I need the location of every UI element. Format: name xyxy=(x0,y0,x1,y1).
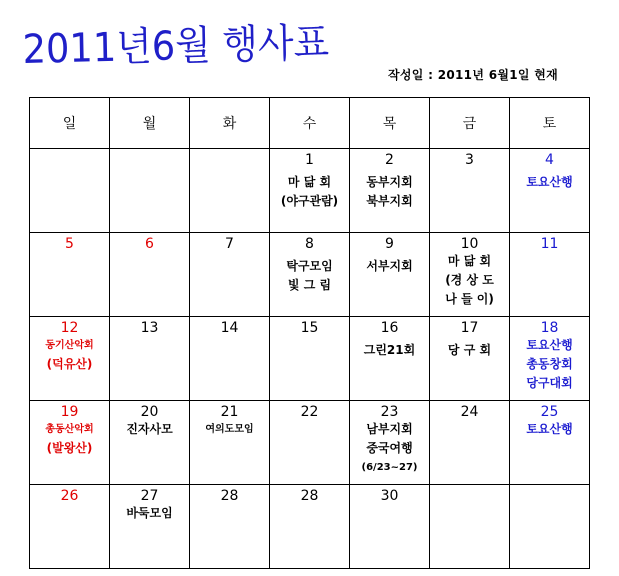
day-cell xyxy=(350,149,430,233)
week-row xyxy=(30,401,590,485)
day-number: 14 xyxy=(220,320,239,336)
day-number: 27 xyxy=(140,488,159,504)
day-cell xyxy=(510,485,590,569)
day-cell xyxy=(30,317,110,401)
day-number: 26 xyxy=(60,488,79,504)
day-cell xyxy=(430,149,510,233)
day-number: 23 xyxy=(380,404,399,420)
event-label: 남부지회 xyxy=(366,422,413,436)
day-number: 30 xyxy=(380,488,399,504)
day-cell xyxy=(510,317,590,401)
event-label: 총동산악회 xyxy=(45,424,94,435)
day-number: 6 xyxy=(145,236,154,252)
event-label: 중국여행 xyxy=(366,441,413,455)
weekday-header-row xyxy=(30,98,590,149)
event-label: 동부지회 xyxy=(366,175,413,189)
event-label: 마 닮 회 xyxy=(287,175,332,189)
day-number: 20 xyxy=(140,404,159,420)
day-number: 4 xyxy=(545,152,554,168)
weekday-sat: 토 xyxy=(510,98,590,149)
day-number: 9 xyxy=(385,236,394,252)
event-label: 서부지회 xyxy=(366,259,413,273)
day-cell xyxy=(510,233,590,317)
day-number: 22 xyxy=(300,404,319,420)
day-cell xyxy=(110,149,190,233)
day-number: 25 xyxy=(540,404,559,420)
event-label: 토요산행 xyxy=(526,338,573,352)
calendar-table xyxy=(29,97,590,569)
day-cell xyxy=(190,233,270,317)
day-cell xyxy=(190,485,270,569)
day-cell xyxy=(110,317,190,401)
event-label: (경 상 도 xyxy=(445,273,494,287)
day-number: 28 xyxy=(220,488,239,504)
event-label: 여의도모임 xyxy=(205,424,254,435)
day-cell xyxy=(270,233,350,317)
day-cell xyxy=(510,401,590,485)
day-number: 24 xyxy=(460,404,479,420)
day-number: 13 xyxy=(140,320,159,336)
day-cell xyxy=(30,401,110,485)
day-cell xyxy=(190,317,270,401)
day-number: 5 xyxy=(65,236,74,252)
created-date: 작성일 : 2011년 6월1일 현재 xyxy=(388,68,559,82)
day-cell xyxy=(270,485,350,569)
day-cell xyxy=(190,149,270,233)
day-cell xyxy=(110,401,190,485)
day-number: 15 xyxy=(300,320,319,336)
day-number: 17 xyxy=(460,320,479,336)
weekday-sun: 일 xyxy=(30,98,110,149)
day-number: 28 xyxy=(300,488,319,504)
day-cell xyxy=(350,317,430,401)
event-label: 그린21회 xyxy=(363,343,416,357)
day-cell xyxy=(350,401,430,485)
day-cell xyxy=(110,233,190,317)
day-cell xyxy=(190,401,270,485)
day-cell xyxy=(430,233,510,317)
day-number: 8 xyxy=(305,236,314,252)
day-number: 1 xyxy=(305,152,314,168)
event-label: (덕유산) xyxy=(46,357,93,371)
day-number: 21 xyxy=(220,404,239,420)
event-label: 당구대회 xyxy=(526,376,573,390)
event-label: 동기산악회 xyxy=(45,340,94,351)
week-row xyxy=(30,149,590,233)
week-row xyxy=(30,317,590,401)
page-title: 2011년6월 행사표 xyxy=(22,20,330,73)
day-cell xyxy=(270,149,350,233)
event-label: (6/23~27) xyxy=(361,462,418,473)
day-cell xyxy=(430,317,510,401)
day-number: 3 xyxy=(465,152,474,168)
day-number: 10 xyxy=(460,236,479,252)
weekday-mon: 월 xyxy=(110,98,190,149)
event-label: 진자사모 xyxy=(126,422,173,436)
event-label: 총동창회 xyxy=(526,357,573,371)
day-cell xyxy=(30,149,110,233)
event-label: 나 들 이) xyxy=(445,292,494,306)
weekday-thu: 목 xyxy=(350,98,430,149)
day-cell xyxy=(430,401,510,485)
day-number: 19 xyxy=(60,404,79,420)
event-label: (야구관람) xyxy=(280,194,339,208)
event-label: 마 닮 회 xyxy=(447,254,492,268)
event-label: 바둑모임 xyxy=(126,506,173,520)
day-cell xyxy=(350,233,430,317)
day-number: 16 xyxy=(380,320,399,336)
event-label: 탁구모임 xyxy=(286,259,333,273)
day-cell xyxy=(430,485,510,569)
day-number: 2 xyxy=(385,152,394,168)
day-cell xyxy=(30,233,110,317)
day-cell xyxy=(510,149,590,233)
weekday-tue: 화 xyxy=(190,98,270,149)
event-label: 북부지회 xyxy=(366,194,413,208)
weekday-wed: 수 xyxy=(270,98,350,149)
day-number: 11 xyxy=(540,236,559,252)
day-cell xyxy=(270,317,350,401)
week-row xyxy=(30,485,590,569)
event-label: 빛 그 림 xyxy=(287,278,332,292)
event-label: 토요산행 xyxy=(526,175,573,189)
day-number: 7 xyxy=(225,236,234,252)
week-row xyxy=(30,233,590,317)
day-cell xyxy=(270,401,350,485)
day-cell xyxy=(30,485,110,569)
event-label: 토요산행 xyxy=(526,422,573,436)
event-label: (발왕산) xyxy=(46,441,93,455)
day-cell xyxy=(110,485,190,569)
day-number: 12 xyxy=(60,320,79,336)
weekday-fri: 금 xyxy=(430,98,510,149)
day-cell xyxy=(350,485,430,569)
day-number: 18 xyxy=(540,320,559,336)
event-label: 당 구 회 xyxy=(447,343,492,357)
